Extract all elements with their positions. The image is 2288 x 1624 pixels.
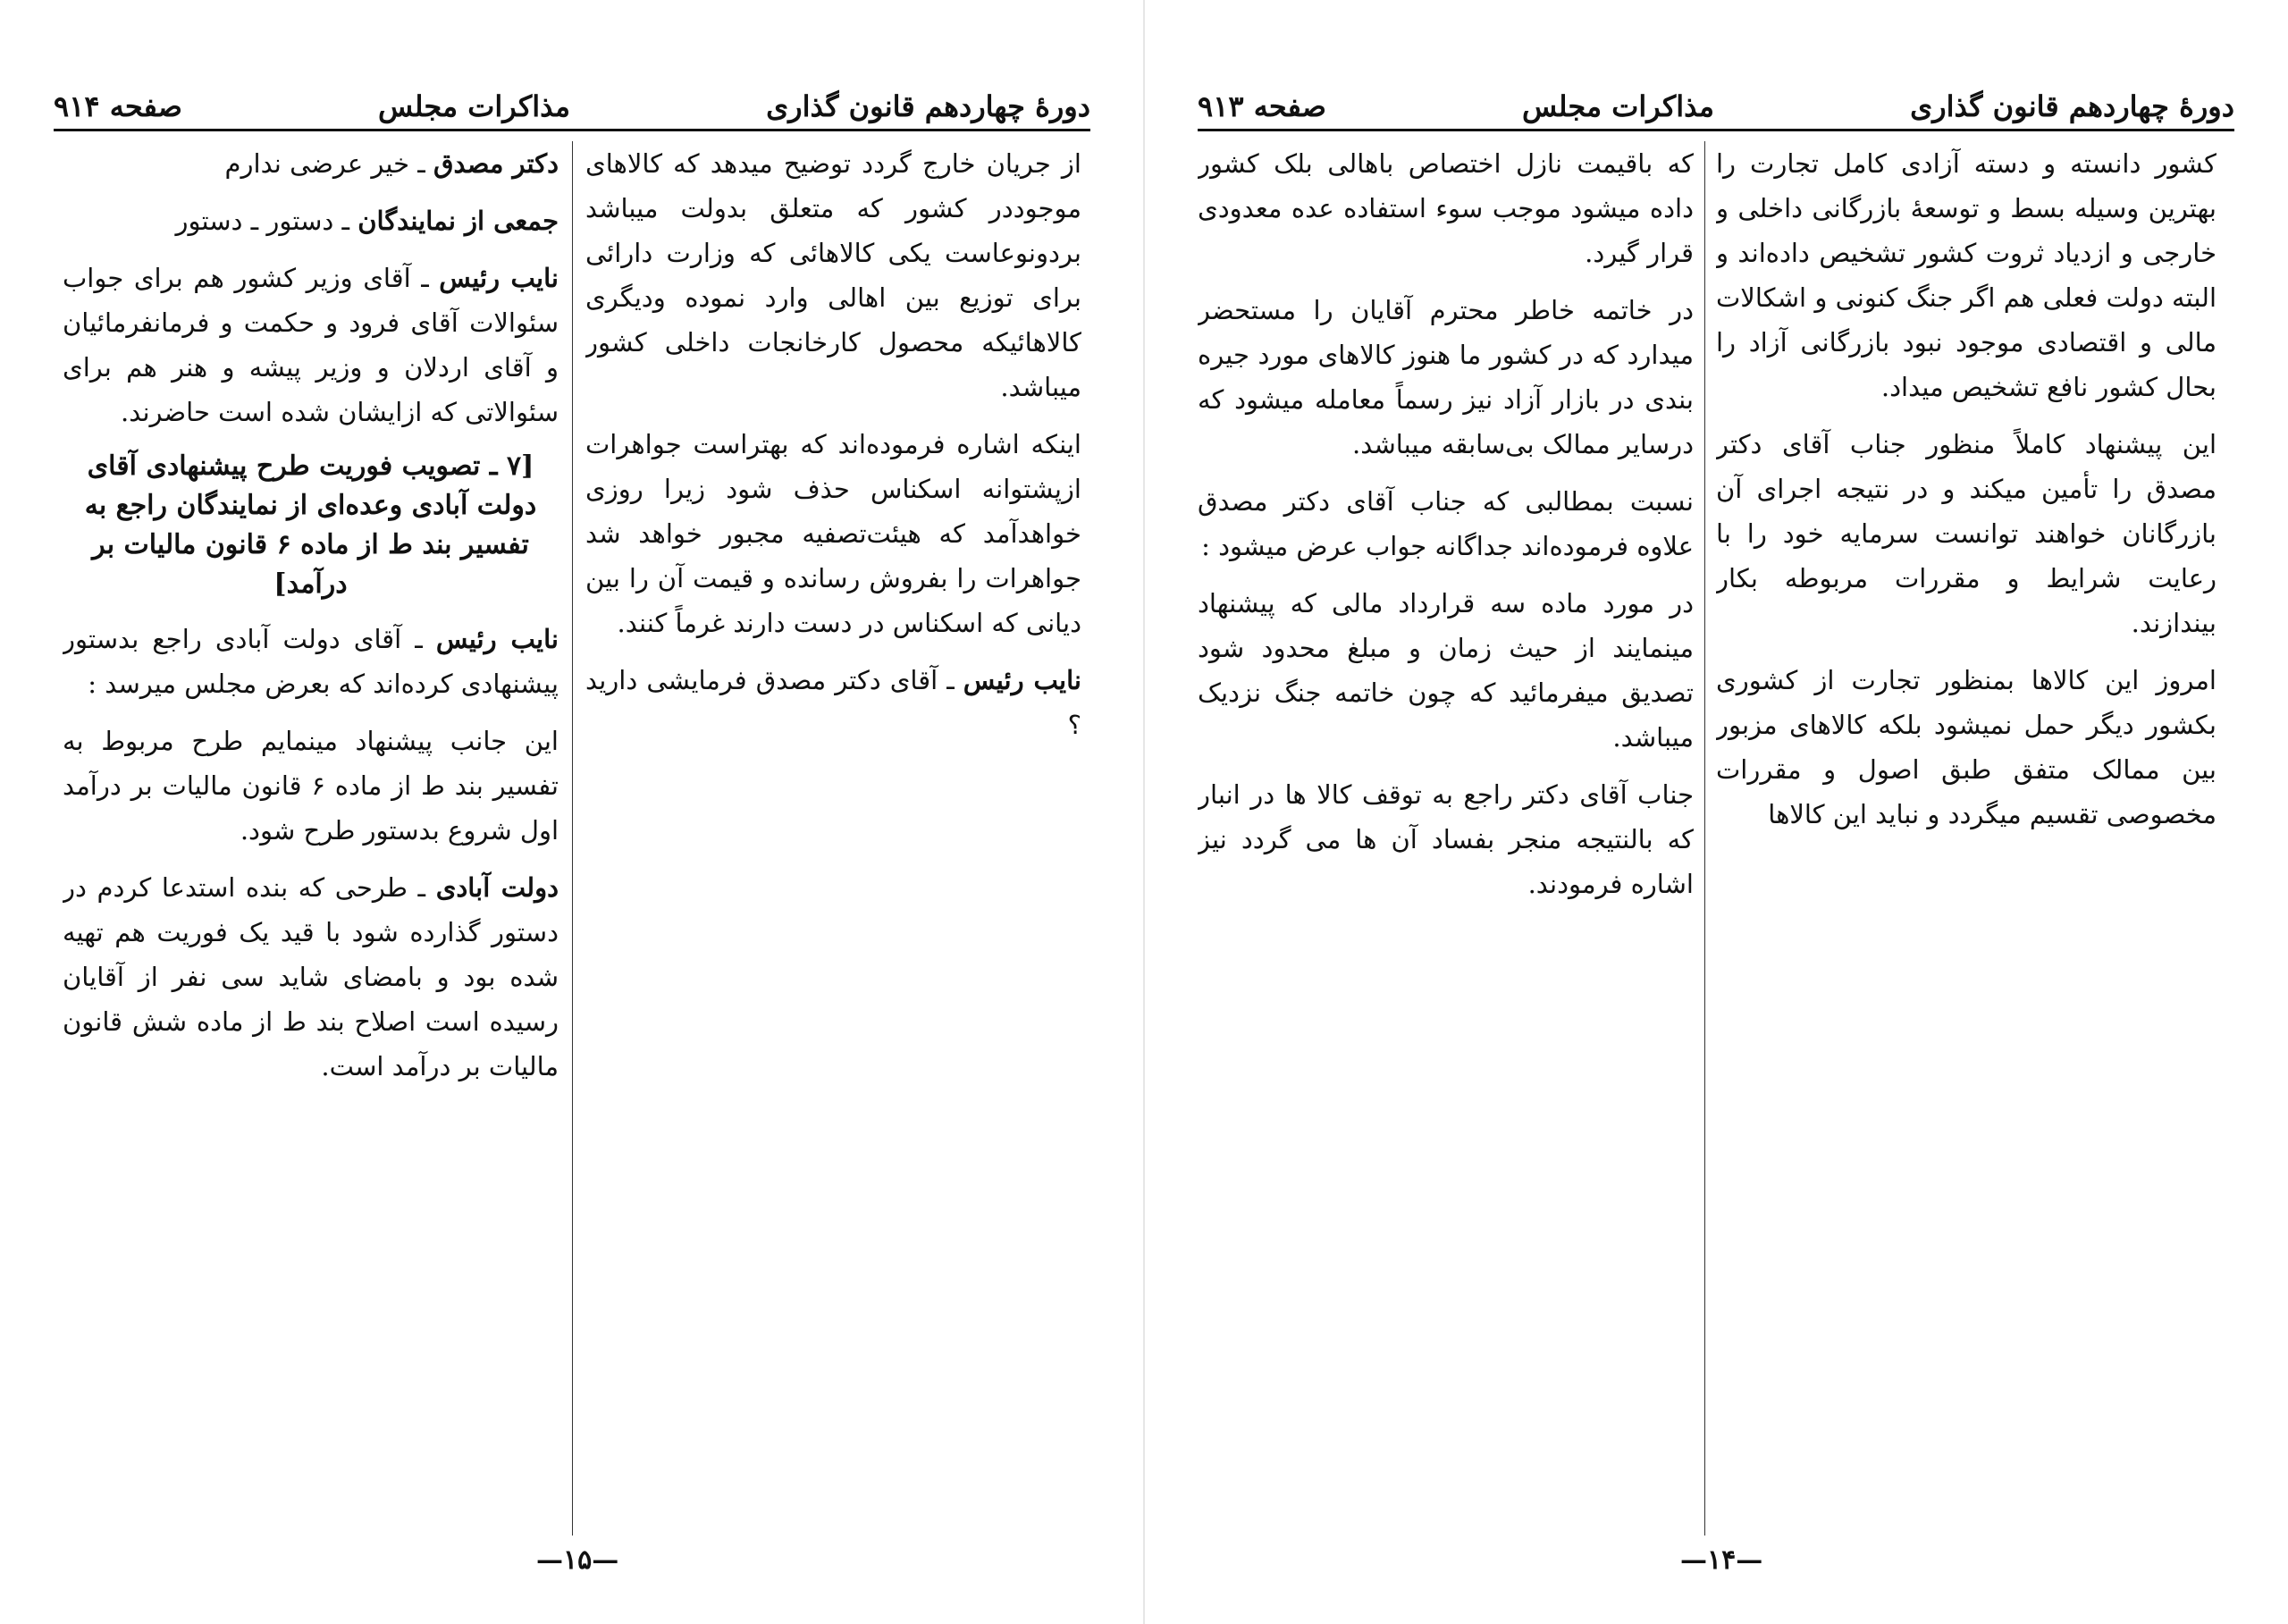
paragraph: از جریان خارج گردد توضیح میدهد که کالاهای موجوددر کشور که متعلق بدولت میباشد بردونوعاست یکی کالاهائی که وزارت دارائی برای توزیع بین اهالی وارد نموده ودیگری کالاهائیکه محصول کارخانجات داخلی کشور میباشد. xyxy=(585,148,1081,402)
paragraph: که باقیمت نازل اختصاص باهالی بلک کشور داده میشود موجب سوء استفاده عده معدودی قرار گیرد. xyxy=(1198,148,1694,268)
paragraph xyxy=(63,256,559,434)
paragraph: اینکه اشاره فرموده‌اند که بهتراست جواهرات ازپشتوانه اسکناس حذف شود زیرا روزی خواهدآمد که هیئت‌تصفیه مجبور خواهد شد جواهرات را بفروش رسانده و قیمت آن را بین دیانی که اسکناس در دست دارند غرماً کنند. xyxy=(585,429,1081,638)
speech-text: ـ آقای وزیر کشور هم برای جواب سئوالات آقای فرود و حکمت و فرمانفرمائیان و آقای اردلان و وزیر پیشه و هنر هم برای سئوالاتی که ازایشان شده است حاضرند. xyxy=(63,263,559,427)
paragraph: در مورد ماده سه قرارداد مالی که پیشنهاد مینمایند از حیث زمان و مبلغ محدود شود تصدیق میفرمائید که چون خاتمه جنگ نزدیک میباشد. xyxy=(1198,588,1694,753)
header-term: دورهٔ چهاردهم قانون گذاری xyxy=(1910,89,2234,123)
section-heading: [۷ ـ تصویب فوریت طرح پیشنهادی آقای دولت آبادی وعده‌ای از نمایندگان راجع به تفسیر بند ط از ماده ۶ قانون مالیات بر درآمد] xyxy=(84,450,537,600)
paragraph: نسبت بمطالبی که جناب آقای دکتر مصدق علاوه فرموده‌اند جداگانه جواب عرض میشود : xyxy=(1198,486,1694,561)
speaker-name: دکتر مصدق xyxy=(433,148,559,179)
header-page-number: صفحه ۹۱۴ xyxy=(54,89,182,123)
page-folio: —۱۴— xyxy=(1680,1544,1763,1576)
column-divider xyxy=(1704,141,1705,1536)
header-title: مذاکرات مجلس xyxy=(377,89,571,123)
paragraph: امروز این کالاها بمنظور تجارت از کشوری بکشور دیگر حمل نمیشود بلکه کالاهای مزبور بین ممالک متفق طبق اصول و مقررات مخصوصی تقسیم میگردد و نباید این کالاها xyxy=(1716,665,2216,829)
paragraph: این پیشنهاد کاملاً منظور جناب آقای دکتر مصدق را تأمین میکند و در نتیجه اجرای آن بازرگانان خواهند توانست سرمایه خود را با رعایت شرایط و مقررات مربوطه بکار بیندازند. xyxy=(1716,429,2216,638)
header-title: مذاکرات مجلس xyxy=(1521,89,1715,123)
speech-text: ـ آقای دولت آبادی راجع بدستور پیشنهادی کرده‌اند که بعرض مجلس میرسد : xyxy=(63,624,559,699)
speaker-name: جمعی از نمایندگان xyxy=(358,206,559,236)
paragraph: جناب آقای دکتر راجع به توقف کالا ها در انبار که بالنتیجه منجر بفساد آن ها می گردد نیز اشاره فرمودند. xyxy=(1198,779,1694,899)
speech-text: ـ خیر عرضی ندارم xyxy=(224,148,425,179)
paragraph xyxy=(63,198,559,243)
column-divider xyxy=(572,141,573,1536)
page-header-914 xyxy=(54,73,1090,131)
left-page-left-column xyxy=(63,141,559,1536)
right-page-left-column xyxy=(1198,141,1694,1536)
paragraph xyxy=(63,141,559,186)
paragraph: در خاتمه خاطر محترم آقایان را مستحضر میدارد که در کشور ما هنوز کالاهای مورد جیره بندی در بازار آزاد نیز رسماً معامله میشود که درسایر ممالک بی‌سابقه میباشد. xyxy=(1198,295,1694,459)
paragraph xyxy=(585,658,1081,747)
left-page-right-column xyxy=(585,141,1081,1536)
speaker-name: نایب رئیس xyxy=(435,624,559,654)
right-page-right-column xyxy=(1716,141,2216,1536)
speaker-name: نایب رئیس xyxy=(963,665,1081,695)
header-term: دورهٔ چهاردهم قانون گذاری xyxy=(766,89,1090,123)
speech-text: ـ آقای دکتر مصدق فرمایشی دارید ؟ xyxy=(585,665,1081,740)
page-header-913 xyxy=(1198,73,2234,131)
speech-text: ـ طرحی که بنده استدعا کردم در دستور گذارده شود با قید یک فوریت هم تهیه شده بود و بامضای شاید سی نفر از آقایان رسیده است اصلاح بند ط از ماده شش قانون مالیات بر درآمد است. xyxy=(63,872,559,1081)
header-page-number: صفحه ۹۱۳ xyxy=(1198,89,1326,123)
paragraph xyxy=(63,617,559,706)
paragraph: کشور دانسته و دسته آزادی کامل تجارت را بهترین وسیله بسط و توسعهٔ بازرگانی داخلی و خارجی و ازدیاد ثروت کشور تشخیص داده‌اند و البته دولت فعلی هم اگر جنگ کنونی و اشکالات مالی و اقتصادی موجود نبود بازرگانی آزاد را بحال کشور نافع تشخیص میداد. xyxy=(1716,148,2216,402)
speaker-name: دولت آبادی xyxy=(435,872,559,903)
speech-text: ـ دستور ـ دستور xyxy=(175,206,350,236)
page-folio: —۱۵— xyxy=(536,1544,619,1576)
speaker-name: نایب رئیس xyxy=(439,263,559,293)
paragraph: این جانب پیشنهاد مینمایم طرح مربوط به تفسیر بند ط از ماده ۶ قانون مالیات بر درآمد اول شروع بدستور طرح شود. xyxy=(63,726,559,846)
paragraph xyxy=(63,865,559,1089)
